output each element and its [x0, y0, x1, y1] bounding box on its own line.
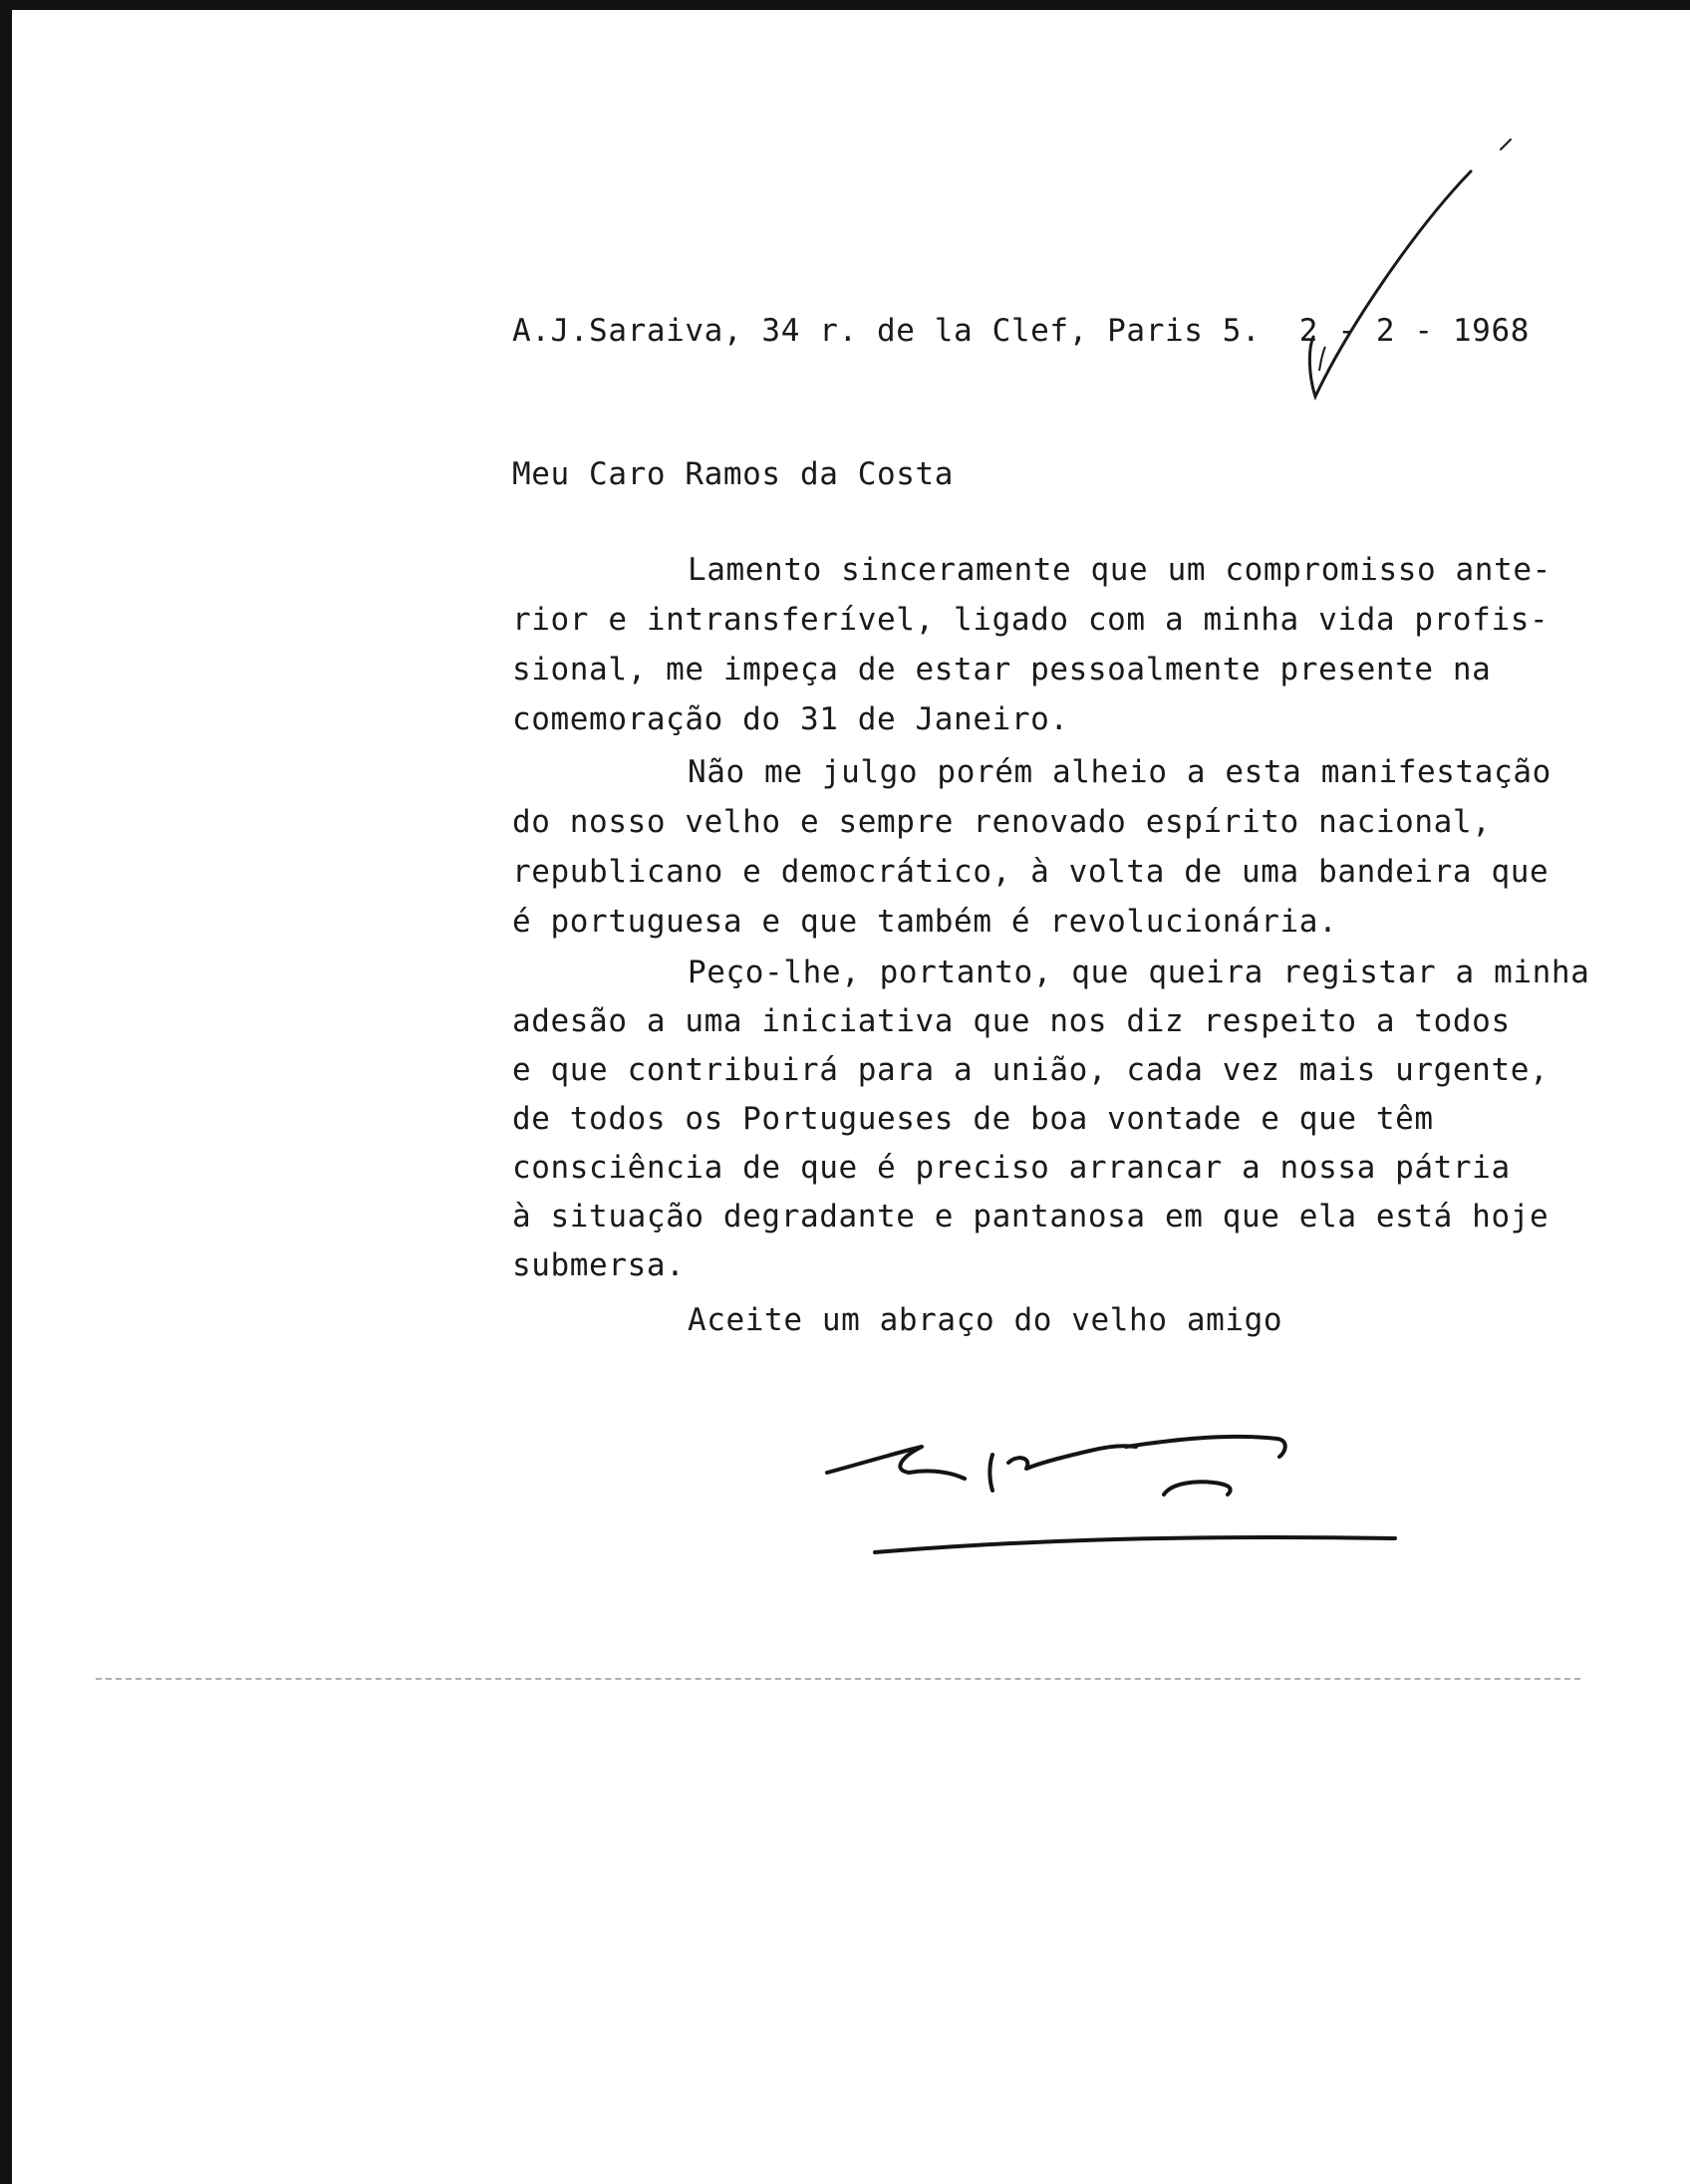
paragraph-line: à situação degradante e pantanosa em que ela está hoje [512, 1199, 1549, 1234]
paragraph-line: Não me julgo porém alheio a esta manifestação [688, 754, 1551, 790]
paragraph-line: submersa. [512, 1247, 686, 1283]
paragraph-line: consciência de que é preciso arrancar a nossa pátria [512, 1150, 1511, 1186]
paragraph-line: do nosso velho e sempre renovado espírito nacional, [512, 804, 1492, 840]
paragraph-line: republicano e democrático, à volta de uma bandeira que [512, 854, 1549, 890]
paragraph-line: é portuguesa e que também é revolucionária. [512, 904, 1338, 940]
paragraph-line: de todos os Portugueses de boa vontade e que têm [512, 1101, 1434, 1137]
sender-address-date: A.J.Saraiva, 34 r. de la Clef, Paris 5. 2 - 2 - 1968 [512, 313, 1530, 349]
paragraph-line: Lamento sinceramente que um compromisso ante- [688, 552, 1551, 588]
paragraph-line: e que contribuirá para a união, cada vez mais urgente, [512, 1052, 1549, 1088]
paragraph-line: sional, me impeça de estar pessoalmente presente na [512, 652, 1492, 687]
paragraph-line: rior e intransferível, ligado com a minha vida profis- [512, 602, 1549, 638]
salutation: Meu Caro Ramos da Costa [512, 456, 955, 492]
paragraph-line: adesão a uma iniciativa que nos diz respeito a todos [512, 1003, 1511, 1039]
paragraph-line: Peço-lhe, portanto, que queira registar a minha [688, 955, 1590, 990]
closing-line: Aceite um abraço do velho amigo [688, 1302, 1283, 1338]
dashed-divider [96, 1678, 1580, 1680]
paragraph-line: comemoração do 31 de Janeiro. [512, 701, 1069, 737]
